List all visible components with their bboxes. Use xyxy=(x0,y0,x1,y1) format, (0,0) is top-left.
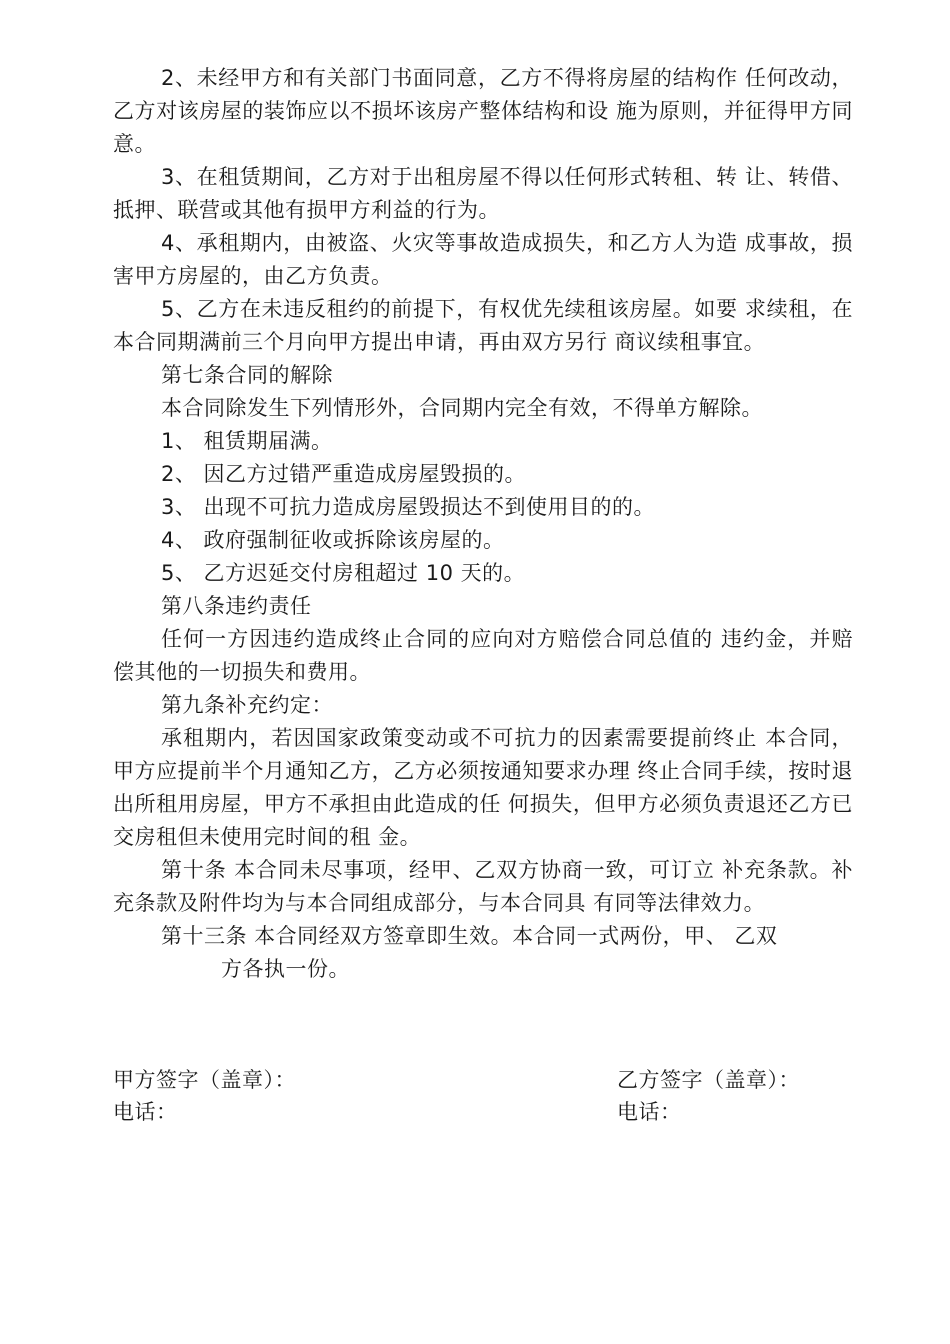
article-13-line-1: 第十三条 本合同经双方签章即生效。本合同一式两份，甲、 乙双 xyxy=(161,924,778,948)
article-8-body: 任何一方因违约造成终止合同的应向对方赔偿合同总值的 违约金，并赔偿其他的一切损失和费用。 xyxy=(113,627,853,684)
article-8-heading: 第八条违约责任 xyxy=(161,594,312,618)
clause-3: 3、在租赁期间，乙方对于出租房屋不得以任何形式转租、转 让、转借、抵押、联营或其他有损甲方利益的行为。 xyxy=(113,165,853,222)
clause-2: 2、未经甲方和有关部门书面同意，乙方不得将房屋的结构作 任何改动，乙方对该房屋的装饰应以不损坏该房产整体结构和设 施为原则，并征得甲方同意。 xyxy=(113,66,853,156)
article-7-heading: 第七条合同的解除 xyxy=(161,363,333,387)
signature-block xyxy=(113,1064,853,1134)
party-b-sign-label: 乙方签字（盖章）： xyxy=(617,1068,800,1092)
clause-4: 4、承租期内，由被盗、火灾等事故造成损失，和乙方人为造 成事故，损害甲方房屋的，由乙方负责。 xyxy=(113,231,853,288)
termination-item-5: 5、 乙方迟延交付房租超过 10 天的。 xyxy=(161,561,526,585)
party-a-sign-label: 甲方签字（盖章）： xyxy=(113,1068,296,1092)
party-a-signature xyxy=(113,1064,296,1128)
termination-item-4: 4、 政府强制征收或拆除该房屋的。 xyxy=(161,528,505,552)
party-b-signature xyxy=(617,1064,800,1128)
article-13-line-2: 方各执一份。 xyxy=(221,957,350,981)
termination-item-1: 1、 租赁期届满。 xyxy=(161,429,333,453)
article-9-heading: 第九条补充约定： xyxy=(161,693,333,717)
termination-item-3: 3、 出现不可抗力造成房屋毁损达不到使用目的的。 xyxy=(161,495,656,519)
article-10-body: 第十条 本合同未尽事项，经甲、乙双方协商一致，可订立 补充条款。补充条款及附件均为与本合同组成部分，与本合同具 有同等法律效力。 xyxy=(113,858,853,915)
party-a-phone-label: 电话： xyxy=(113,1100,178,1124)
contract-body xyxy=(113,62,853,986)
article-13-body xyxy=(113,920,853,986)
article-9-body: 承租期内，若因国家政策变动或不可抗力的因素需要提前终止 本合同，甲方应提前半个月通知乙方，乙方必须按通知要求办理 终止合同手续，按时退出所租用房屋，甲方不承担由此造成的任 何损失，但甲方必须负责退还乙方已交房租但未使用完时间的租 金。 xyxy=(113,726,853,849)
party-b-phone-label: 电话： xyxy=(617,1100,682,1124)
article-7-intro: 本合同除发生下列情形外，合同期内完全有效，不得单方解除。 xyxy=(161,396,763,420)
clause-5: 5、乙方在未违反租约的前提下，有权优先续租该房屋。如要 求续租，在本合同期满前三个月向甲方提出申请，再由双方另行 商议续租事宜。 xyxy=(113,297,853,354)
termination-item-2: 2、 因乙方过错严重造成房屋毁损的。 xyxy=(161,462,527,486)
